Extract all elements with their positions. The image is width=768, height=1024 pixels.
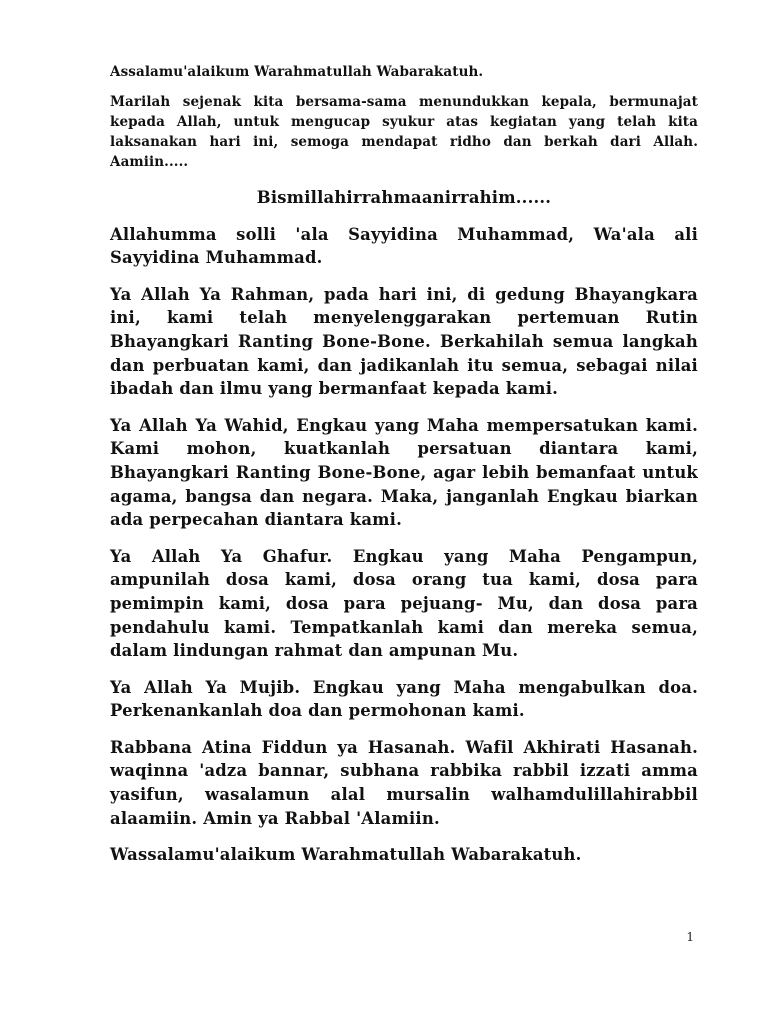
- prayer-paragraph-wahid: Ya Allah Ya Wahid, Engkau yang Maha mempersatukan kami. Kami mohon, kuatkanlah persatuan diantara kami, Bhayangkari Ranting Bone-Bone, agar lebih bemanfaat untuk agama, bangsa dan negara. Maka, janganlah Engkau biarkan ada perpecahan diantara kami.: [110, 415, 698, 530]
- prayer-paragraph-salawat: Allahumma solli 'ala Sayyidina Muhammad, Wa'ala ali Sayyidina Muhammad.: [110, 224, 698, 268]
- greeting-text: Assalamu'alaikum Warahmatullah Wabarakatuh.: [110, 64, 484, 80]
- prayer-paragraph-ghafur: Ya Allah Ya Ghafur. Engkau yang Maha Pengampun, ampunilah dosa kami, dosa orang tua kami, dosa para pemimpin kami, dosa para pejuang- Mu, dan dosa para pendahulu kami. Tempatkanlah kami dan mereka semua, dalam lindungan rahmat dan ampunan Mu.: [110, 546, 698, 661]
- prayer-paragraph-mujib: Ya Allah Ya Mujib. Engkau yang Maha mengabulkan doa. Perkenankanlah doa dan permohonan kami.: [110, 677, 698, 721]
- page-number: 1: [686, 930, 694, 944]
- intro-paragraph: Marilah sejenak kita bersama-sama menundukkan kepala, bermunajat kepada Allah, untuk mengucap syukur atas kegiatan yang telah kita laksanakan hari ini, semoga mendapat ridho dan berkah dari Allah. Aamiin.....: [110, 94, 698, 170]
- document-body: [110, 62, 698, 867]
- prayer-paragraph-rahman: Ya Allah Ya Rahman, pada hari ini, di gedung Bhayangkara ini, kami telah menyelenggarakan pertemuan Rutin Bhayangkari Ranting Bone-Bone. Berkahilah semua langkah dan perbuatan kami, dan jadikanlah itu semua, sebagai nilai ibadah dan ilmu yang bermanfaat kepada kami.: [110, 284, 698, 399]
- basmalah-heading: Bismillahirrahmaanirrahim......: [256, 188, 552, 207]
- closing-salutation: Wassalamu'alaikum Warahmatullah Wabarakatuh.: [110, 845, 582, 865]
- prayer-paragraph-rabbana: Rabbana Atina Fiddun ya Hasanah. Wafil Akhirati Hasanah. waqinna 'adza bannar, subhana rabbika rabbil izzati amma yasifun, wasalamun alal mursalin walhamdulillahirabbil alaamiin. Amin ya Rabbal 'Alamiin.: [110, 737, 698, 828]
